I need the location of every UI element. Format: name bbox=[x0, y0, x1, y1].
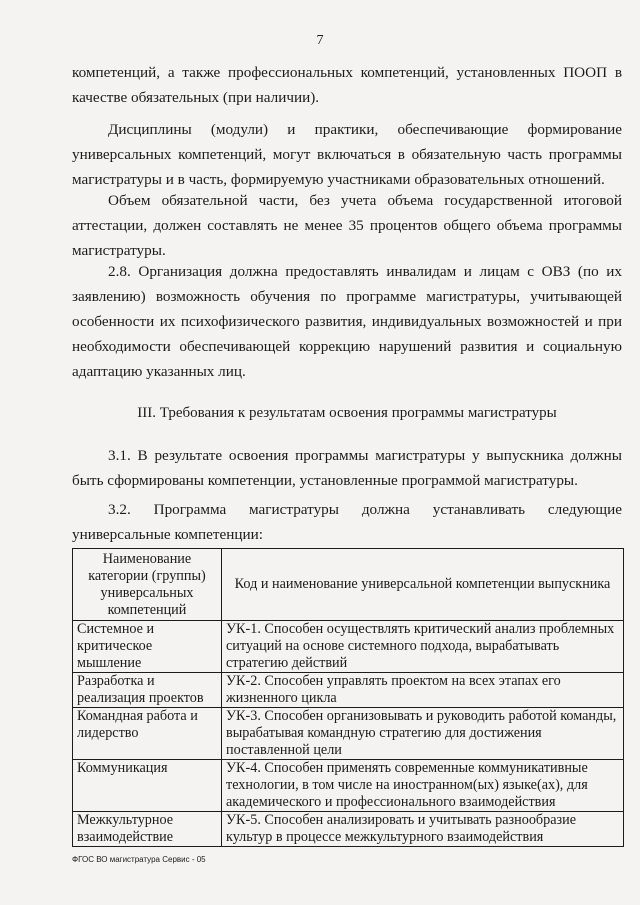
section-heading: III. Требования к результатам освоения программы магистратуры bbox=[137, 405, 557, 421]
table-cell-category: Коммуникация bbox=[73, 760, 222, 812]
table-cell-category: Межкультурное взаимодействие bbox=[73, 812, 222, 847]
footer-note: ФГОС ВО магистратура Сервис - 05 bbox=[72, 855, 206, 864]
table-header-code: Код и наименование универсальной компетенции выпускника bbox=[222, 549, 624, 621]
table-header-category: Наименование категории (группы) универсальных компетенций bbox=[73, 549, 222, 621]
table-row bbox=[73, 708, 624, 760]
table-header-row bbox=[73, 549, 624, 621]
table-row bbox=[73, 621, 624, 673]
table-cell-competence: УК-5. Способен анализировать и учитывать разнообразие культур в процессе межкультурного взаимодействия bbox=[222, 812, 624, 847]
table-row bbox=[73, 812, 624, 847]
table-cell-category: Разработка и реализация проектов bbox=[73, 673, 222, 708]
table-cell-competence: УК-2. Способен управлять проектом на всех этапах его жизненного цикла bbox=[222, 673, 624, 708]
paragraph-disciplines: Дисциплины (модули) и практики, обеспечивающие формирование универсальных компетенций, могут включаться в обязательную часть программы магистратуры и в часть, формируемую участниками образовательных отношений. bbox=[72, 121, 622, 188]
table-row bbox=[73, 760, 624, 812]
paragraph-2-8: 2.8. Организация должна предоставлять инвалидам и лицам с ОВЗ (по их заявлению) возможность обучения по программе магистратуры, учитывающей особенности их психофизического развития, индивидуальных возможностей и при необходимости обеспечивающей коррекцию нарушений развития и социальную адаптацию указанных лиц. bbox=[72, 263, 622, 380]
table-cell-category: Командная работа и лидерство bbox=[73, 708, 222, 760]
paragraph-3-1: 3.1. В результате освоения программы магистратуры у выпускника должны быть сформированы компетенции, установленные программой магистратуры. bbox=[72, 447, 622, 489]
competencies-table bbox=[72, 548, 624, 847]
paragraph-continued: компетенций, а также профессиональных компетенций, установленных ПООП в качестве обязательных (при наличии). bbox=[72, 64, 622, 106]
page-number: 7 bbox=[316, 33, 324, 48]
paragraph-mandatory-part: Объем обязательной части, без учета объема государственной итоговой аттестации, должен составлять не менее 35 процентов общего объема программы магистратуры. bbox=[72, 192, 622, 259]
table-cell-category: Системное и критическое мышление bbox=[73, 621, 222, 673]
paragraph-3-2: 3.2. Программа магистратуры должна устанавливать следующие универсальные компетенции: bbox=[72, 501, 622, 543]
table-row bbox=[73, 673, 624, 708]
table-cell-competence: УК-1. Способен осуществлять критический анализ проблемных ситуаций на основе системного подхода, вырабатывать стратегию действий bbox=[222, 621, 624, 673]
table-cell-competence: УК-3. Способен организовывать и руководить работой команды, вырабатывая командную стратегию для достижения поставленной цели bbox=[222, 708, 624, 760]
table-cell-competence: УК-4. Способен применять современные коммуникативные технологии, в том числе на иностранном(ых) языке(ах), для академического и профессионального взаимодействия bbox=[222, 760, 624, 812]
